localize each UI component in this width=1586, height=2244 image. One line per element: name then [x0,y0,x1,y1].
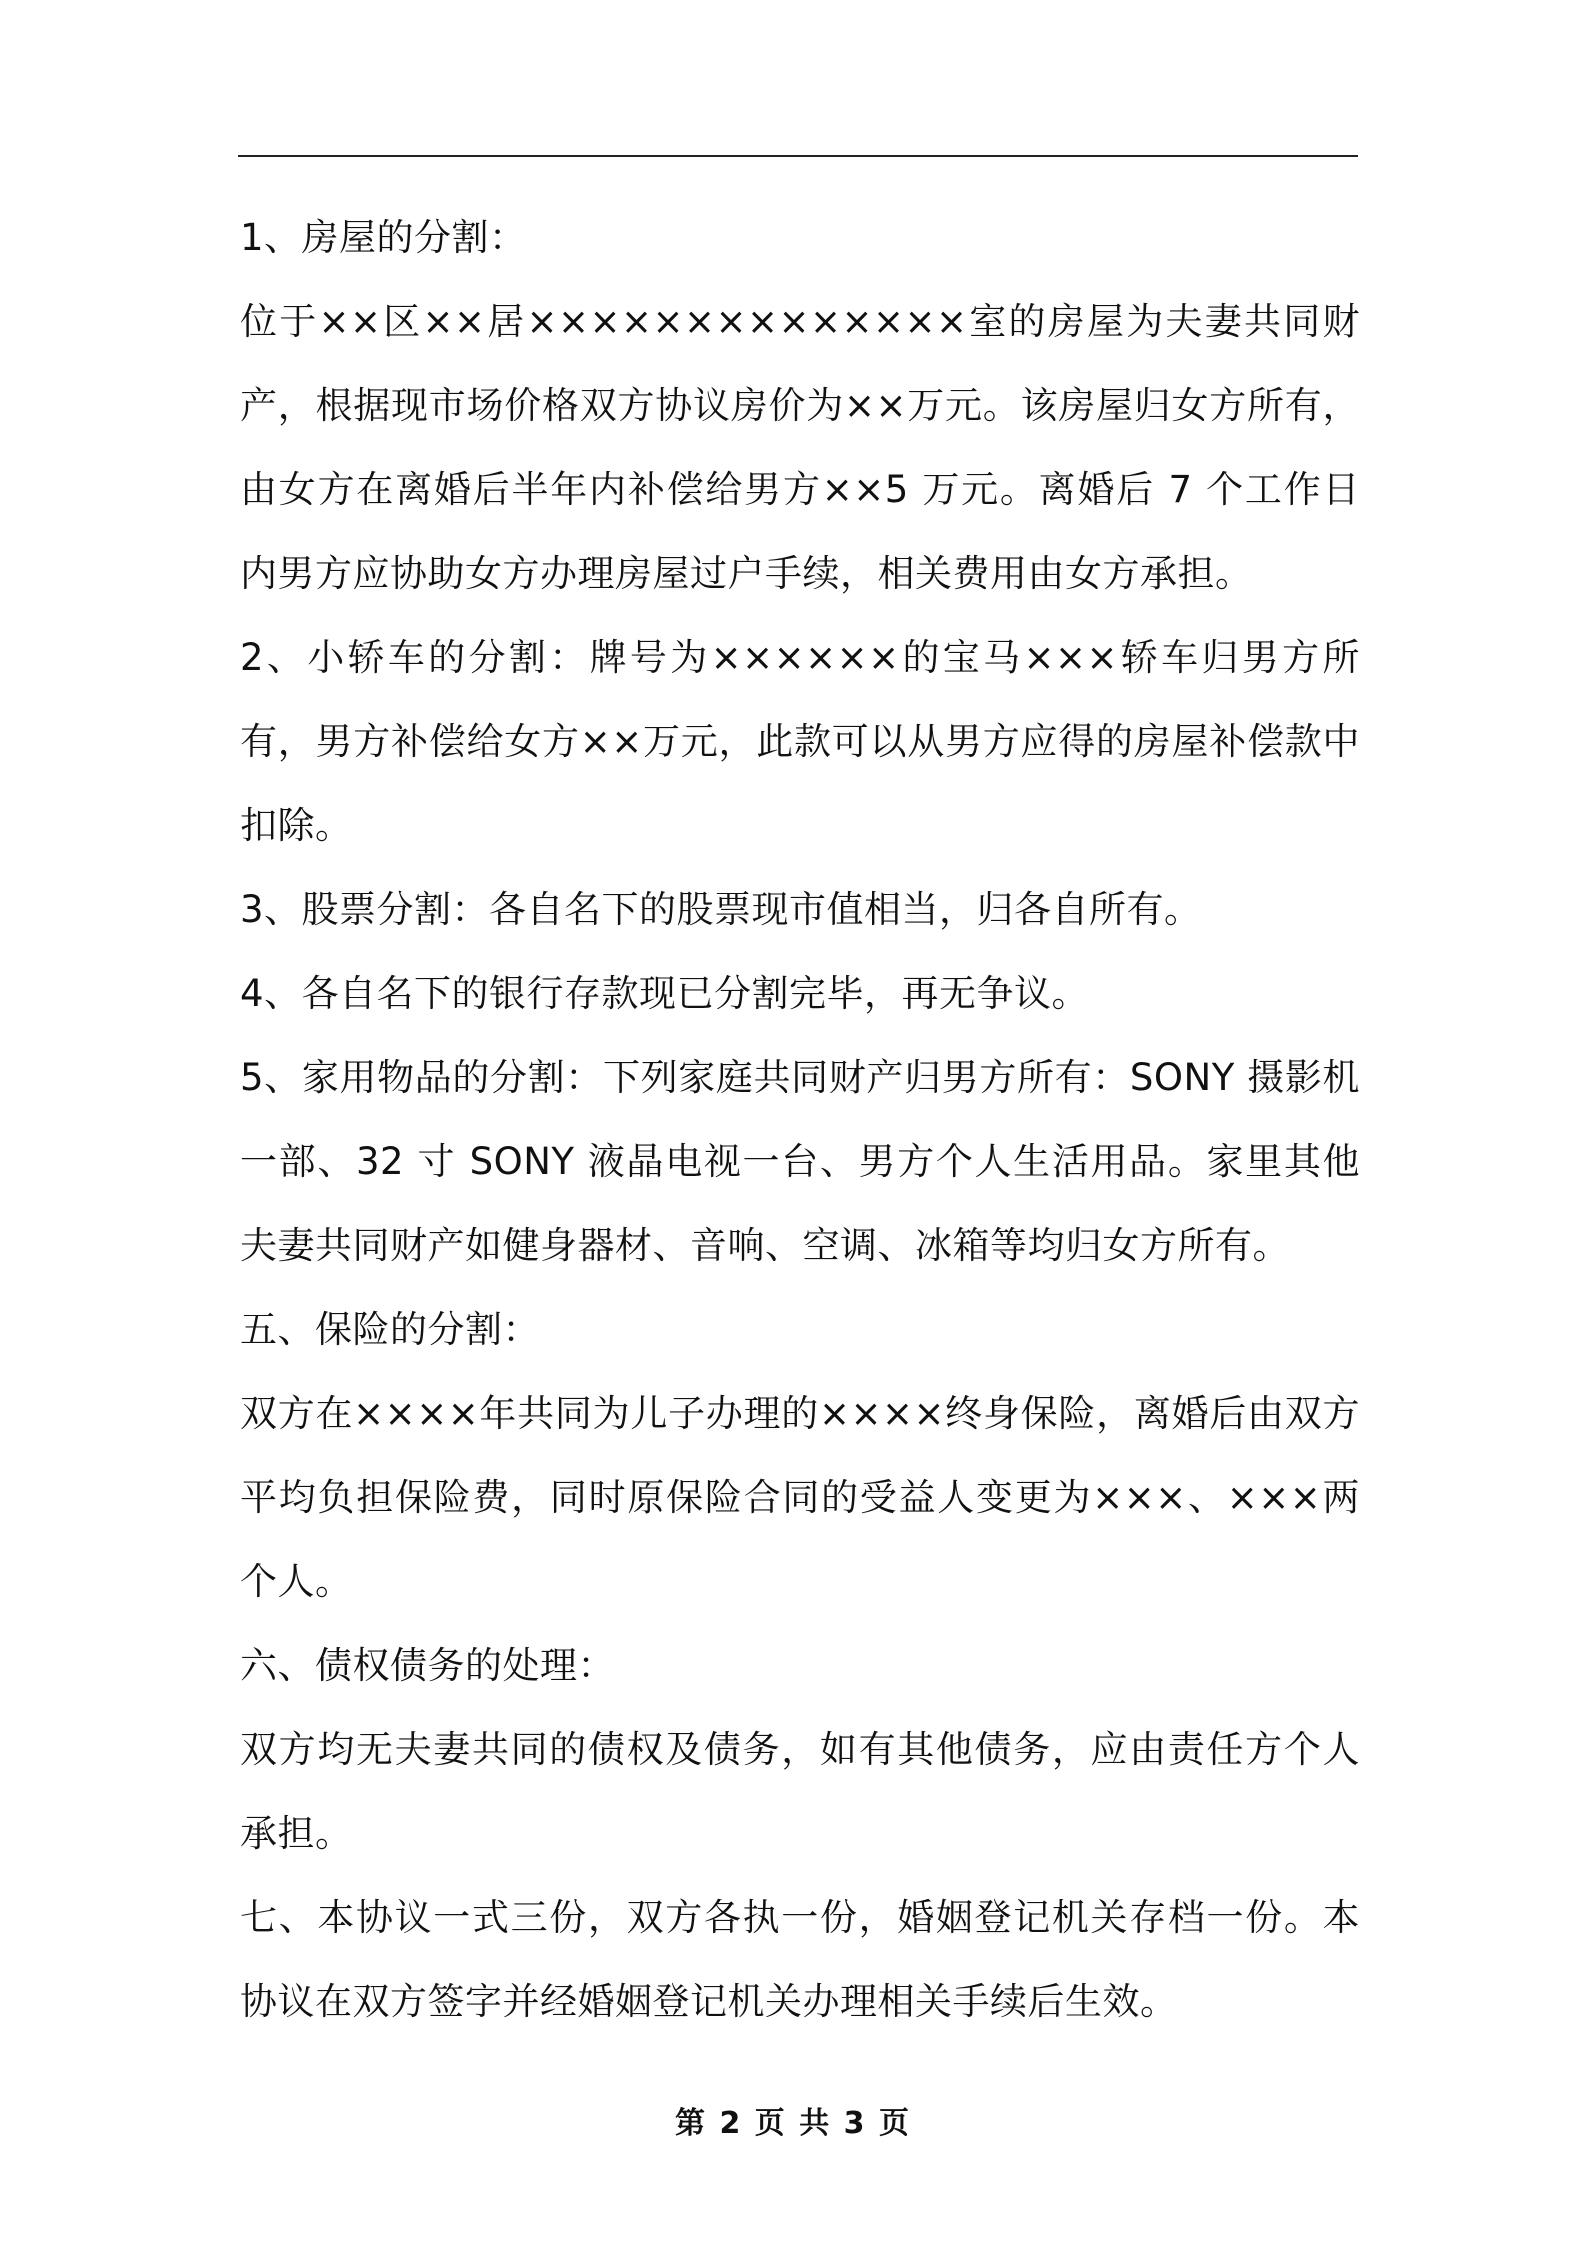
section-heading-debts: 六、债权债务的处理： [240,1644,615,1687]
paragraph-house-details: 位于××区××居××××××××××××××室的房屋为夫妻共同财产，根据现市场价格双方协议房价为××万元。该房屋归女方所有，由女方在离婚后半年内补偿给男方××5 万元。离婚后 7 个工作日内男方应协助女方办理房屋过户手续，相关费用由女方承担。 [240,300,1360,595]
section-heading-house: 1、房屋的分割： [240,216,527,259]
paragraph-car-division: 2、小轿车的分割：牌号为××××××的宝马×××轿车归男方所有，男方补偿给女方××万元，此款可以从男方应得的房屋补偿款中扣除。 [240,636,1360,847]
paragraph-stock-division: 3、股票分割：各自名下的股票现市值相当，归各自所有。 [240,888,1202,931]
document-body [240,196,1360,2044]
paragraph-agreement-copies: 七、本协议一式三份，双方各执一份，婚姻登记机关存档一份。本协议在双方签字并经婚姻登记机关办理相关手续后生效。 [240,1896,1360,2023]
header-divider [238,155,1358,157]
section-heading-insurance: 五、保险的分割： [240,1308,540,1351]
paragraph-debts-details: 双方均无夫妻共同的债权及债务，如有其他债务，应由责任方个人承担。 [240,1728,1360,1855]
paragraph-household-items: 5、家用物品的分割：下列家庭共同财产归男方所有：SONY 摄影机一部、32 寸 SONY 液晶电视一台、男方个人生活用品。家里其他夫妻共同财产如健身器材、音响、空调、冰箱等均归女方所有。 [240,1056,1360,1267]
page-number: 第 2 页 共 3 页 [675,2106,911,2141]
paragraph-bank-deposits: 4、各自名下的银行存款现已分割完毕，再无争议。 [240,972,1090,1015]
paragraph-insurance-details: 双方在××××年共同为儿子办理的××××终身保险，离婚后由双方平均负担保险费，同时原保险合同的受益人变更为×××、×××两个人。 [240,1392,1360,1603]
